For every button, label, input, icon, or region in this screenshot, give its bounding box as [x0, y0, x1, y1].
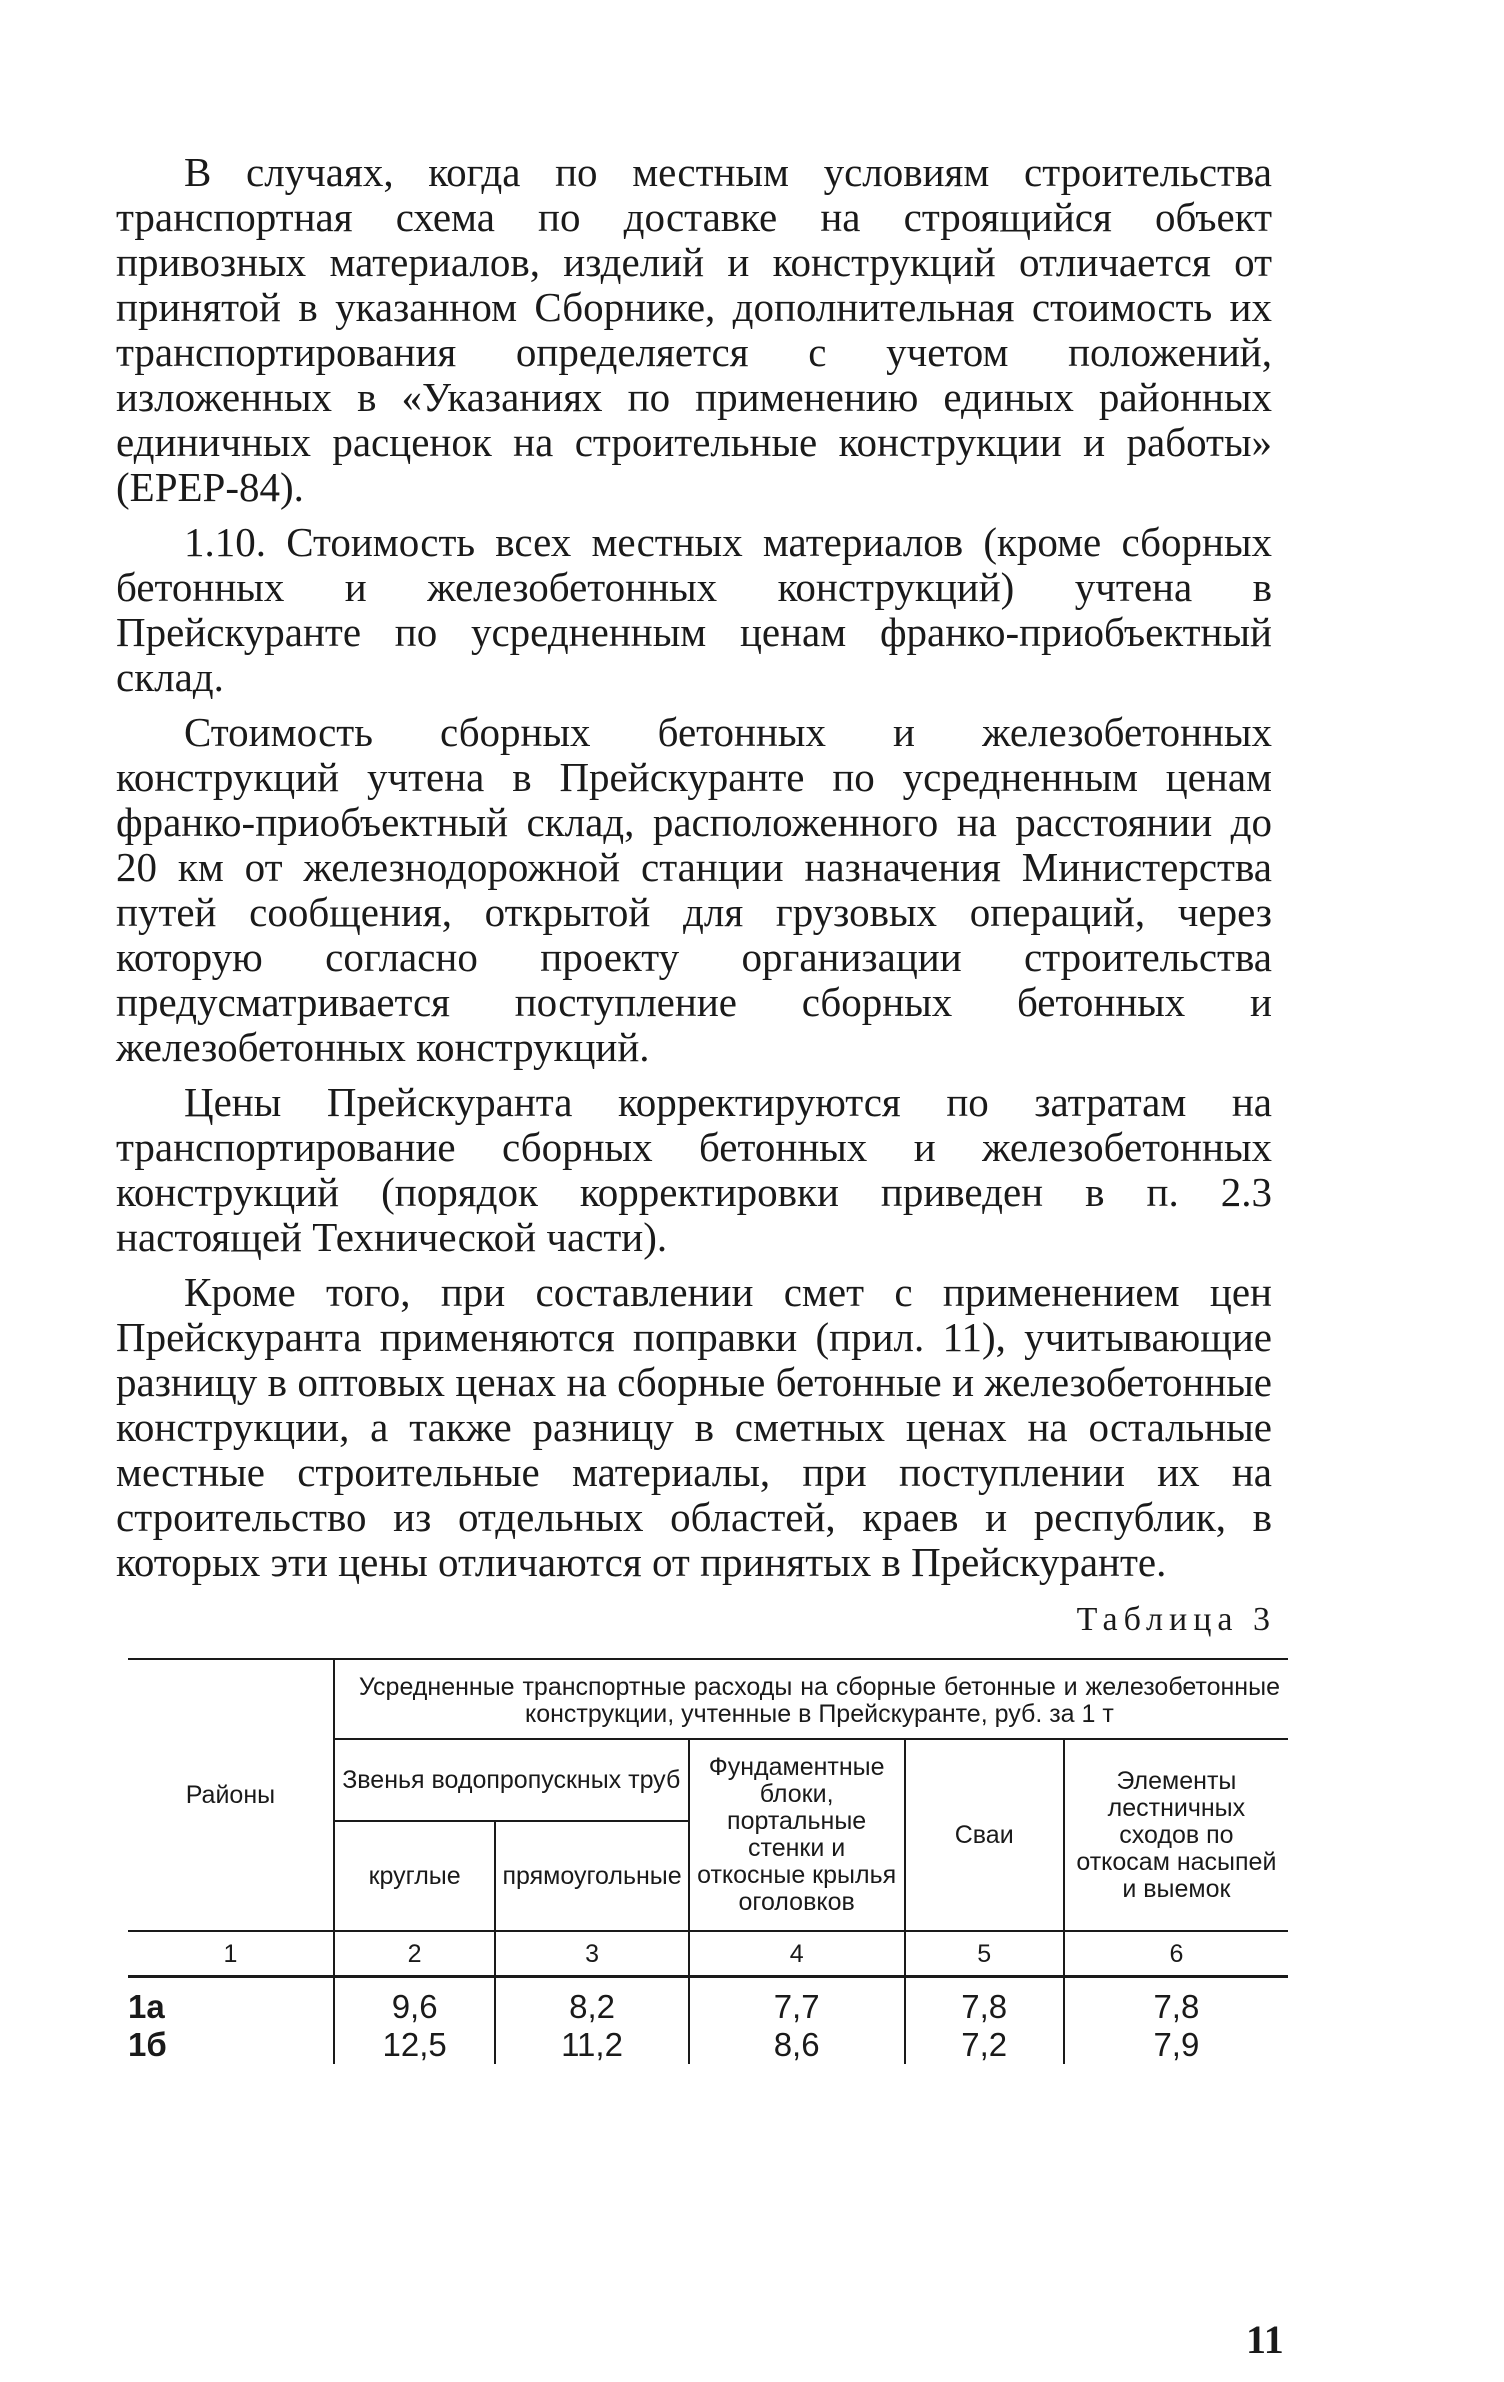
header-regions: Районы: [128, 1659, 334, 1931]
paragraph: В случаях, когда по местным условиям строительства транспортная схема по доставке на строящийся объект привозных материалов, изделий и конструкций отличается от принятой в указанном Сборнике, дополнительная стоимость их транспортирования определяется с учетом положений, изложенных в «Указаниях по применению единых районных единичных расценок на строительные конструкции и работы» (ЕРЕР-84).: [116, 149, 1272, 510]
paragraph: Стоимость сборных бетонных и железобетонных конструкций учтена в Прейскуранте по усредненным ценам франко-приобъектный склад, расположенного на расстоянии до 20 км от железнодорожной станции назначения Министерства путей сообщения, открытой для грузовых операций, через которую согласно проекту организации строительства предусматривается поступление сборных бетонных и железобетонных конструкций.: [116, 709, 1272, 1070]
value-cell: 8,6: [689, 2026, 905, 2064]
header-foundation: Фундаментные блоки, портальные стенки и откосные крылья оголовков: [689, 1739, 905, 1931]
paragraph: Кроме того, при составлении смет с применением цен Прейскуранта применяются поправки (прил. 11), учитывающие разницу в оптовых ценах на сборные бетонные и железобетонные конструкции, а также разницу в сметных ценах на остальные местные строительные материалы, при поступлении их на строительство из отдельных областей, краев и республик, в которых эти цены отличаются от принятых в Прейскуранте.: [116, 1269, 1272, 1585]
header-group: Усредненные транспортные расходы на сборные бетонные и железобетонные конструкции, учтенные в Прейскуранте, руб. за 1 т: [334, 1659, 1288, 1739]
transport-costs-table: [128, 1658, 1288, 2064]
table: [128, 1658, 1288, 2064]
value-cell: 7,2: [905, 2026, 1064, 2064]
region-cell: 1а: [128, 1988, 165, 2025]
header-stairs: Элементы лестничных сходов по откосам насыпей и выемок: [1064, 1739, 1288, 1931]
value-cell: 11,2: [495, 2026, 688, 2064]
column-number: 2: [334, 1931, 496, 1977]
table-row: [128, 2026, 1288, 2064]
value-cell: 7,9: [1064, 2026, 1288, 2064]
value-cell: 9,6: [334, 1977, 496, 2027]
region-cell: 1б: [128, 2026, 167, 2063]
column-number: 3: [495, 1931, 688, 1977]
header-piles: Сваи: [905, 1739, 1064, 1931]
page-number: 11: [1246, 2317, 1284, 2362]
table-caption: Таблица 3: [1076, 1601, 1276, 1638]
value-cell: 7,8: [905, 1977, 1064, 2027]
column-number: 4: [689, 1931, 905, 1977]
column-number: 1: [128, 1931, 334, 1977]
header-pipes: Звенья водопропускных труб: [334, 1739, 689, 1821]
paragraph: Цены Прейскуранта корректируются по затратам на транспортирование сборных бетонных и железобетонных конструкций (порядок корректировки приведен в п. 2.3 настоящей Технической части).: [116, 1079, 1272, 1260]
value-cell: 7,8: [1064, 1977, 1288, 2027]
column-numbers-row: [128, 1931, 1288, 1977]
table-row: [128, 1977, 1288, 2027]
body-text: [116, 150, 1272, 1595]
column-number: 6: [1064, 1931, 1288, 1977]
value-cell: 8,2: [495, 1977, 688, 2027]
header-round: круглые: [334, 1821, 496, 1931]
column-number: 5: [905, 1931, 1064, 1977]
value-cell: 7,7: [689, 1977, 905, 2027]
header-rect: прямоугольные: [495, 1821, 688, 1931]
paragraph: 1.10. Стоимость всех местных материалов (кроме сборных бетонных и железобетонных конструкций) учтена в Прейскуранте по усредненным ценам франко-приобъектный склад.: [116, 519, 1272, 700]
value-cell: 12,5: [334, 2026, 496, 2064]
